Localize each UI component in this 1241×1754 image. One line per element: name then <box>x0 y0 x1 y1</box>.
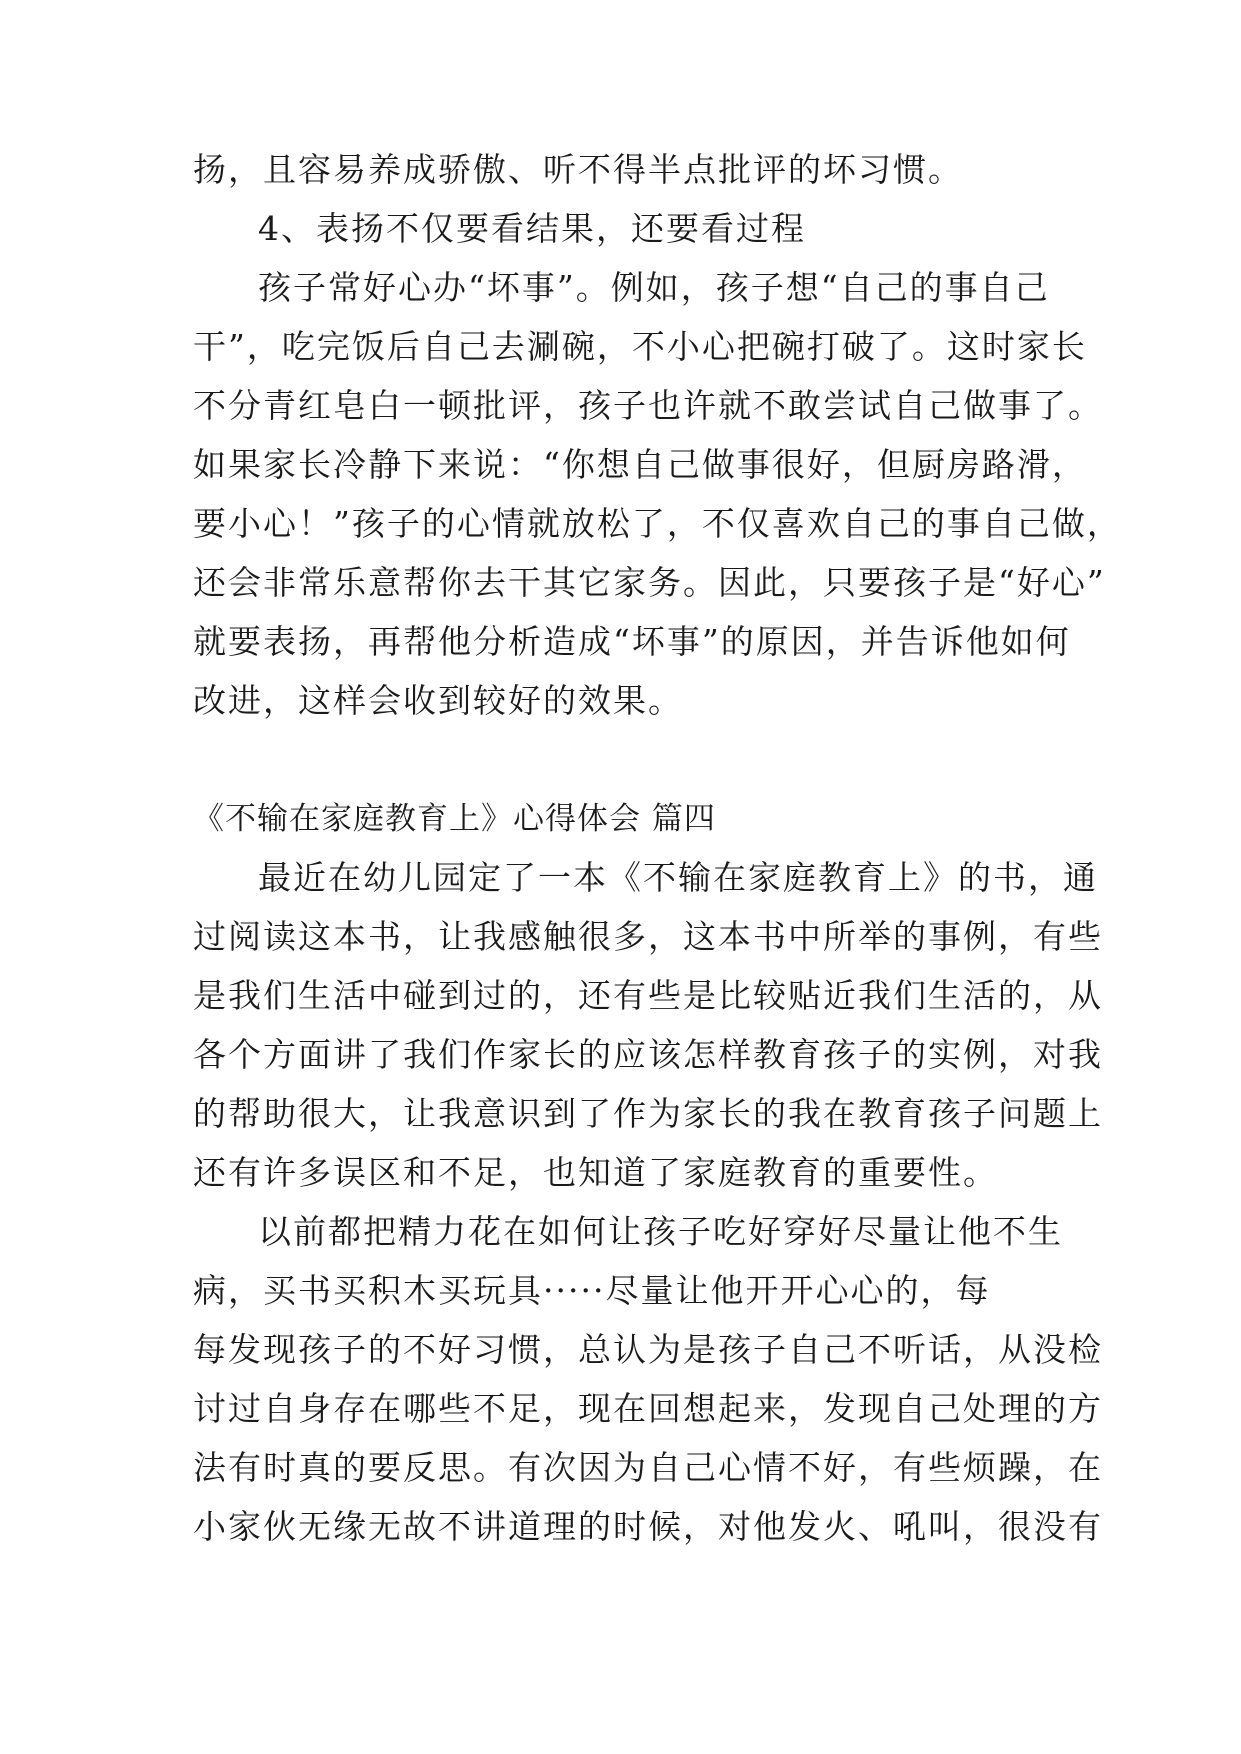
paragraph-line: 就要表扬，再帮他分析造成“坏事”的原因，并告诉他如何 <box>193 622 1071 661</box>
paragraph-line: 是我们生活中碰到过的，还有些是比较贴近我们生活的，从 <box>193 976 1103 1015</box>
paragraph-line: 讨过自身存在哪些不足，现在回想起来，发现自己处理的方 <box>193 1389 1103 1428</box>
section-heading: 《不输在家庭教育上》心得体会 篇四 <box>193 801 716 837</box>
paragraph-line: 扬，且容易养成骄傲、听不得半点批评的坏习惯。 <box>193 150 963 189</box>
paragraph-line: 每发现孩子的不好习惯，总认为是孩子自己不听话，从没检 <box>193 1330 1103 1369</box>
paragraph-line: 还有许多误区和不足，也知道了家庭教育的重要性。 <box>193 1153 998 1192</box>
paragraph-line: 法有时真的要反思。有次因为自己心情不好，有些烦躁，在 <box>193 1448 1103 1487</box>
paragraph-line: 最近在幼儿园定了一本《不输在家庭教育上》的书，通 <box>258 858 1098 897</box>
paragraph-line: 改进，这样会收到较好的效果。 <box>193 681 683 720</box>
paragraph-line: 各个方面讲了我们作家长的应该怎样教育孩子的实例，对我 <box>193 1035 1103 1074</box>
paragraph-line: 不分青红皂白一顿批评，孩子也许就不敢尝试自己做事了。 <box>193 386 1103 425</box>
paragraph-line: 病，买书买积木买玩具·····尽量让他开开心心的，每 <box>193 1271 991 1310</box>
paragraph-line: 的帮助很大，让我意识到了作为家长的我在教育孩子问题上 <box>193 1094 1103 1133</box>
paragraph-line: 以前都把精力花在如何让孩子吃好穿好尽量让他不生 <box>258 1212 1063 1251</box>
paragraph-line: 还会非常乐意帮你去干其它家务。因此，只要孩子是“好心” <box>193 563 1106 602</box>
paragraph-line: 孩子常好心办“坏事”。例如，孩子想“自己的事自己 <box>258 268 1050 307</box>
paragraph-line: 如果家长冷静下来说：“你想自己做事很好，但厨房路滑， <box>193 445 1087 484</box>
paragraph-line: 干”，吃完饭后自己去涮碗，不小心把碗打破了。这时家长 <box>193 327 1087 366</box>
subheading-line: 4、表扬不仅要看结果，还要看过程 <box>258 209 806 248</box>
paragraph-line: 要小心！”孩子的心情就放松了，不仅喜欢自己的事自己做， <box>193 504 1122 543</box>
paragraph-line: 小家伙无缘无故不讲道理的时候，对他发火、吼叫，很没有 <box>193 1507 1103 1546</box>
paragraph-line: 过阅读这本书，让我感触很多，这本书中所举的事例，有些 <box>193 917 1103 956</box>
